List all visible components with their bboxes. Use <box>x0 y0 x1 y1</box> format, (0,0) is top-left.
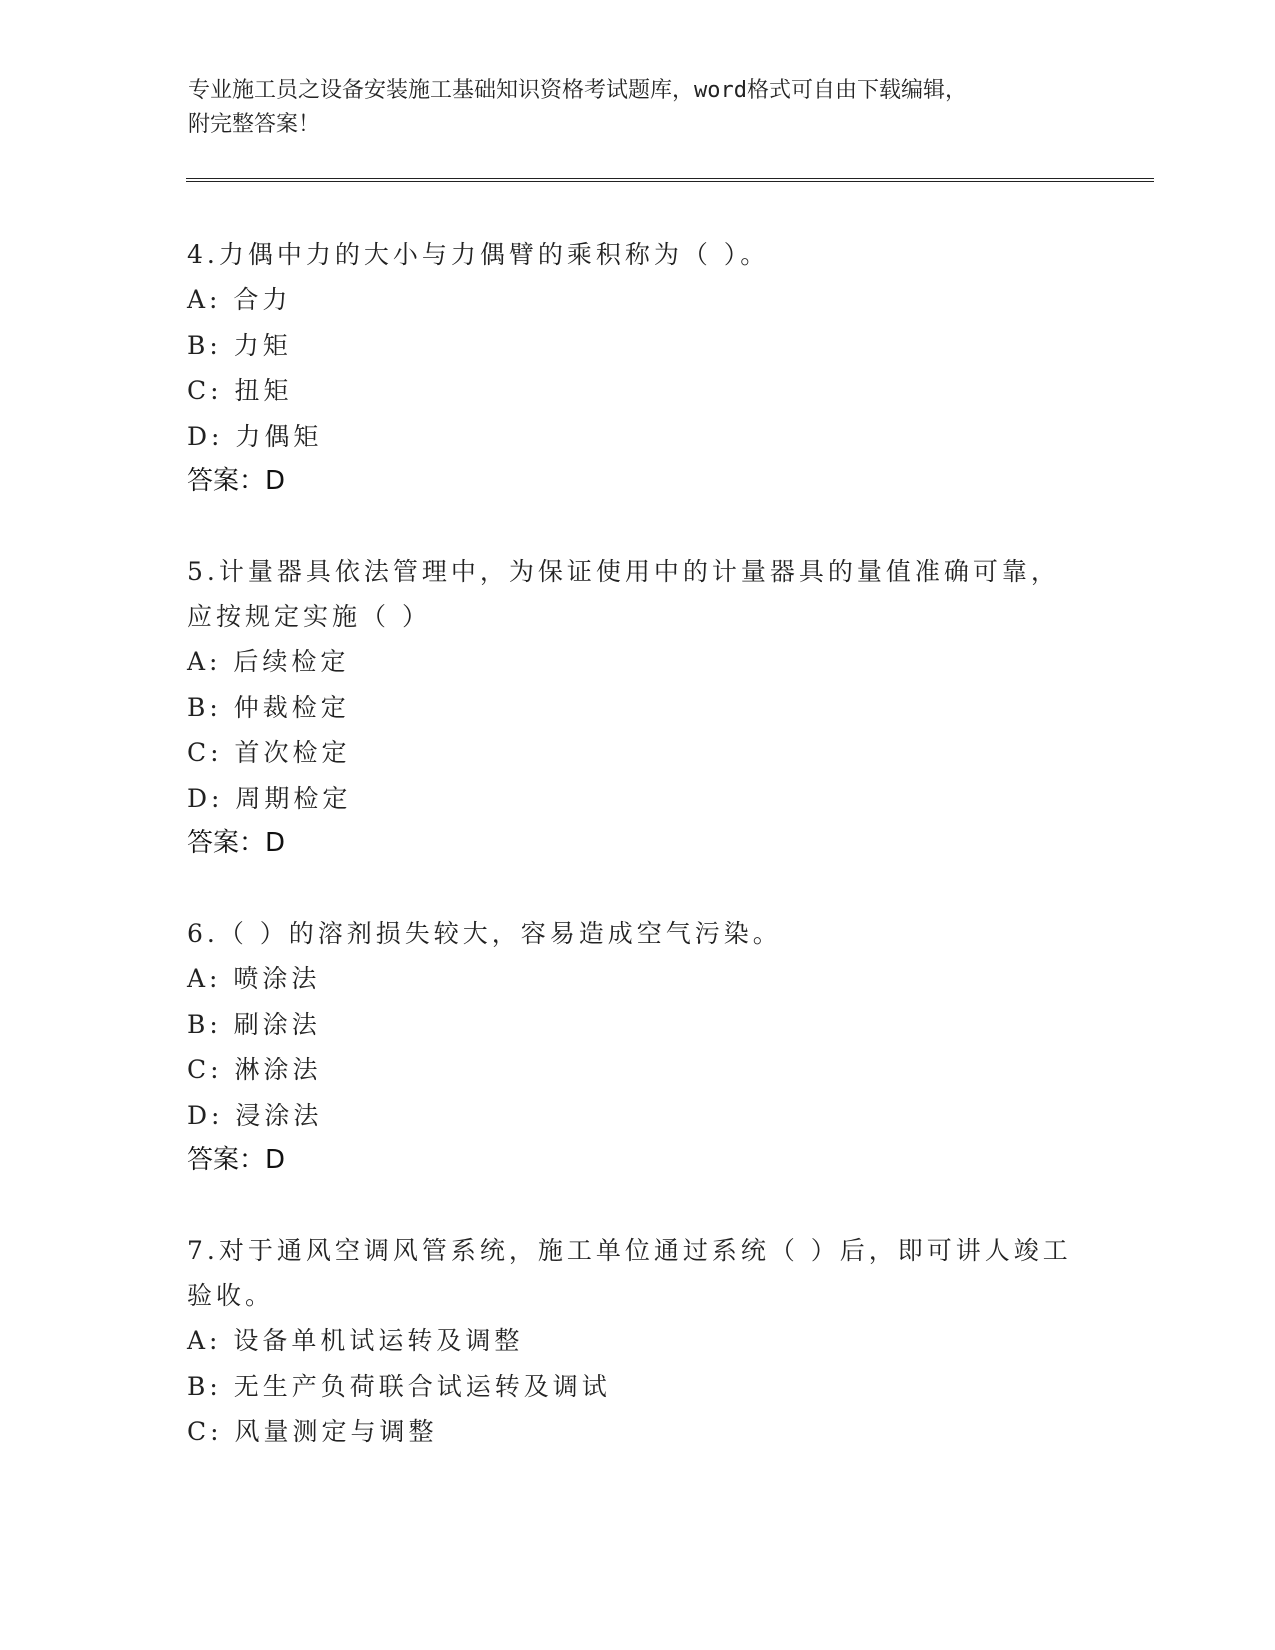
answer-line: 答案：D <box>187 1145 286 1175</box>
question-stem: 6.（ ）的溶剂损失较大，容易造成空气污染。 <box>187 919 782 948</box>
option-b: B: 无生产负荷联合试运转及调试 <box>187 1371 611 1401</box>
option-b: B: 刷涂法 <box>187 1009 321 1039</box>
header-line-2: 附完整答案！ <box>188 112 321 137</box>
option-c: C: 风量测定与调整 <box>187 1417 438 1446</box>
option-c: C: 扭矩 <box>187 376 293 405</box>
option-a: A: 喷涂法 <box>187 964 321 993</box>
option-b: B: 仲裁检定 <box>187 692 350 722</box>
option-a: A: 后续检定 <box>187 647 350 676</box>
header-line-1: 专业施工员之设备安装施工基础知识资格考试题库，word格式可自由下载编辑， <box>188 78 967 103</box>
option-d: D: 浸涂法 <box>187 1100 323 1130</box>
question-stem: 5.计量器具依法管理中，为保证使用中的计量器具的量值准确可靠，应按规定实施（ ） <box>187 557 1060 631</box>
question-4 <box>187 232 1087 504</box>
option-a: A: 设备单机试运转及调整 <box>187 1326 524 1355</box>
question-6 <box>187 911 1087 1183</box>
question-stem: 4.力偶中力的大小与力偶臂的乘积称为（ ）。 <box>187 240 770 269</box>
option-b: B: 力矩 <box>187 330 292 360</box>
option-c: C: 首次检定 <box>187 738 351 767</box>
option-d: D: 力偶矩 <box>187 421 323 451</box>
question-list <box>187 232 1087 1500</box>
answer-line: 答案：D <box>187 466 286 496</box>
question-5 <box>187 549 1087 866</box>
question-stem: 7.对于通风空调风管系统，施工单位通过系统（ ）后，即可讲人竣工验收。 <box>187 1236 1072 1310</box>
document-header <box>188 74 1068 142</box>
answer-line: 答案：D <box>187 828 286 858</box>
option-c: C: 淋涂法 <box>187 1055 322 1084</box>
question-7 <box>187 1228 1087 1455</box>
header-divider <box>186 178 1154 182</box>
option-d: D: 周期检定 <box>187 783 352 813</box>
option-a: A: 合力 <box>187 285 292 314</box>
